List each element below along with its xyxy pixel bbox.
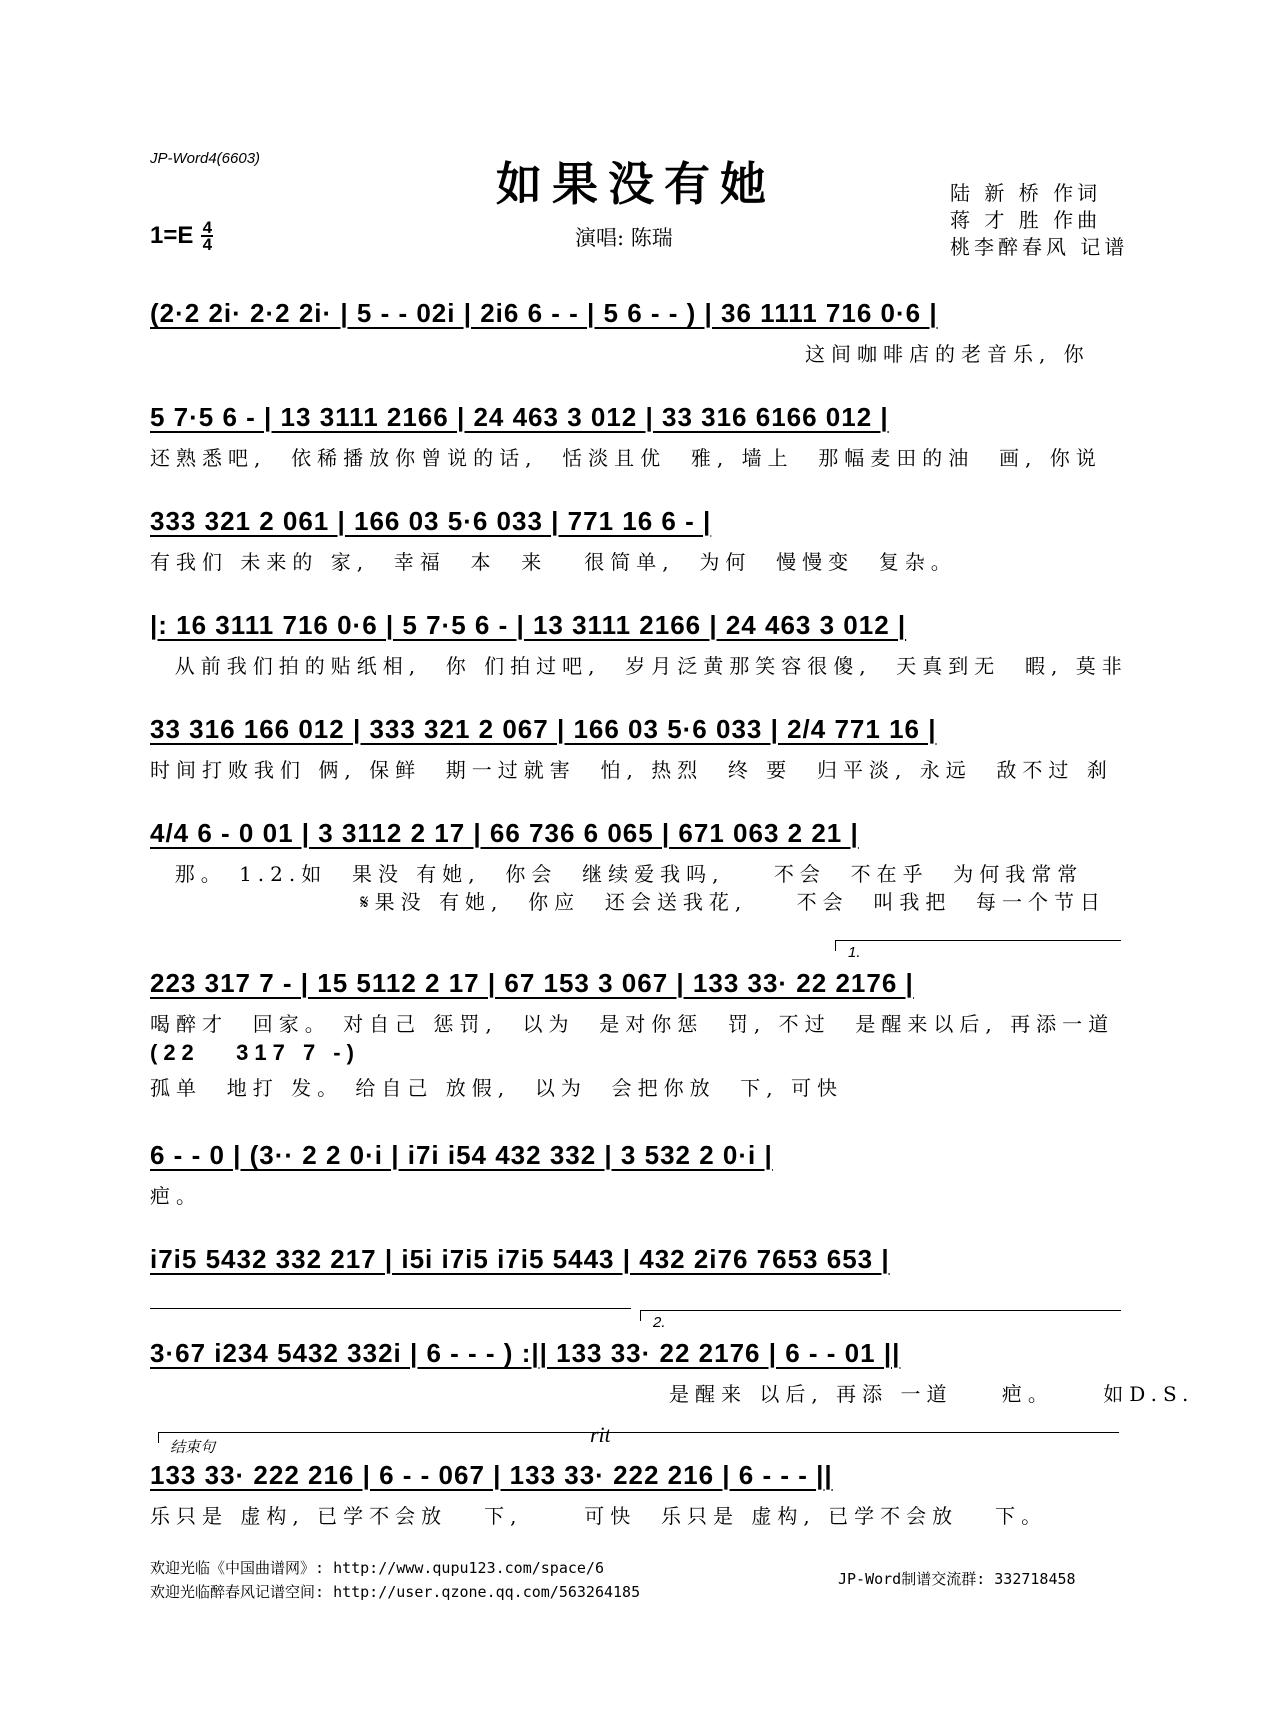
interlude-notes: (22 317 7 -) xyxy=(150,1040,360,1065)
time-sig-bottom: 4 xyxy=(202,235,213,254)
rit-marking: rit xyxy=(590,1422,611,1447)
software-label: JP-Word4(6603) xyxy=(150,150,261,167)
lyric-line-5: 时间打败我们 俩, 保鲜 期一过就害 怕, 热烈 终 要 归平淡, 永远 敌不过 刹 xyxy=(150,758,1113,782)
lyricist-credit: 陆 新 桥 作词 xyxy=(950,181,1102,205)
notation-line-8: 6 - - 0 | (3·· 2 2 0·i | i7i i54 432 332 | 3 532 2 0·i | xyxy=(150,1140,773,1170)
ending-2-label: 2. xyxy=(653,1314,666,1331)
time-sig-top: 4 xyxy=(202,218,213,237)
lyric-line-1: 这间咖啡店的老音乐, 你 xyxy=(150,342,1090,366)
ending-2-bracket xyxy=(640,1310,1121,1321)
lyric-line-6b: 𝄋果没 有她, 你应 还会送我花, 不会 叫我把 每一个节日 xyxy=(150,890,1107,914)
notation-line-5: 33 316 166 012 | 333 321 2 067 | 166 03 5·6 033 | 2/4 771 16 | xyxy=(150,714,937,744)
notation-line-3: 333 321 2 061 | 166 03 5·6 033 | 771 16 6 - | xyxy=(150,506,712,536)
lyric-line-4: 从前我们拍的贴纸相, 你 们拍过吧, 岁月泛黄那笑容很傻, 天真到无 暇, 莫非 xyxy=(150,654,1128,678)
lyric-line-7a: 喝醉才 回家。 对自己 惩罚, 以为 是对你惩 罚, 不过 是醒来以后, 再添一道 xyxy=(150,1012,1115,1036)
ending-1-label: 1. xyxy=(848,944,861,961)
lyric-line-10: 是醒来 以后, 再添 一道 疤。 如D.S. xyxy=(150,1382,1195,1406)
notation-line-10: 3·67 i234 5432 332i | 6 - - - ) :|| 133 33· 22 2176 | 6 - - 01 || xyxy=(150,1338,901,1368)
repeat-rule xyxy=(150,1308,631,1309)
notation-line-2: 5 7·5 6 - | 13 3111 2166 | 24 463 3 012 | 33 316 6166 012 | xyxy=(150,402,889,432)
credits-block xyxy=(950,180,1128,261)
notation-line-1: (2·2 2i· 2·2 2i· | 5 - - 02i | 2i6 6 - - | 5 6 - - ) | 36 1111 716 0·6 | xyxy=(150,298,938,328)
ending-1-bracket xyxy=(835,940,1121,951)
notation-line-4: |: 16 3111 716 0·6 | 5 7·5 6 - | 13 3111 2166 | 24 463 3 012 | xyxy=(150,610,907,640)
notation-line-11: 133 33· 222 216 | 6 - - 067 | 133 33· 222 216 | 6 - - - || xyxy=(150,1460,833,1490)
key-signature xyxy=(150,220,213,252)
lyric-line-7b: 孤单 地打 发。 给自己 放假, 以为 会把你放 下, 可快 xyxy=(150,1076,844,1100)
notation-line-9: i7i5 5432 332 217 | i5i i7i5 i7i5 5443 | 432 2i76 7653 653 | xyxy=(150,1244,890,1274)
footer-group: JP-Word制谱交流群: 332718458 xyxy=(838,1570,1076,1588)
lyric-line-6a: 那。 1.2.如 果没 有她, 你会 继续爱我吗, 不会 不在乎 为何我常常 xyxy=(150,862,1084,886)
key-label: 1=E xyxy=(150,222,194,249)
notation-line-7: 223 317 7 - | 15 5112 2 17 | 67 153 3 067 | 133 33· 22 2176 | xyxy=(150,968,914,998)
footer-link-2[interactable]: 欢迎光临醉春风记谱空间: http://user.qzone.qq.com/563264185 xyxy=(150,1583,641,1601)
singer-credit: 演唱: 陈瑞 xyxy=(575,226,673,250)
footer-links xyxy=(150,1556,640,1604)
composer-credit: 蒋 才 胜 作曲 xyxy=(950,208,1102,232)
song-title: 如果没有她 xyxy=(496,157,776,211)
footer-link-1[interactable]: 欢迎光临《中国曲谱网》: http://www.qupu123.com/space/6 xyxy=(150,1559,604,1577)
time-signature xyxy=(201,220,213,252)
lyric-line-3: 有我们 未来的 家, 幸福 本 来 很简单, 为何 慢慢变 复杂。 xyxy=(150,550,957,574)
coda-label: 结束句 xyxy=(170,1439,216,1456)
lyric-line-8: 疤。 xyxy=(150,1184,202,1208)
transcriber-credit: 桃李醉春风 记谱 xyxy=(950,235,1129,259)
notation-line-6: 4/4 6 - 0 01 | 3 3112 2 17 | 66 736 6 065 | 671 063 2 21 | xyxy=(150,818,859,848)
coda-bracket xyxy=(158,1432,1119,1443)
lyric-line-11: 乐只是 虚构, 已学不会放 下, 可快 乐只是 虚构, 已学不会放 下。 xyxy=(150,1504,1048,1528)
lyric-line-2: 还熟悉吧, 依稀播放你曾说的话, 恬淡且优 雅, 墙上 那幅麦田的油 画, 你说 xyxy=(150,446,1102,470)
